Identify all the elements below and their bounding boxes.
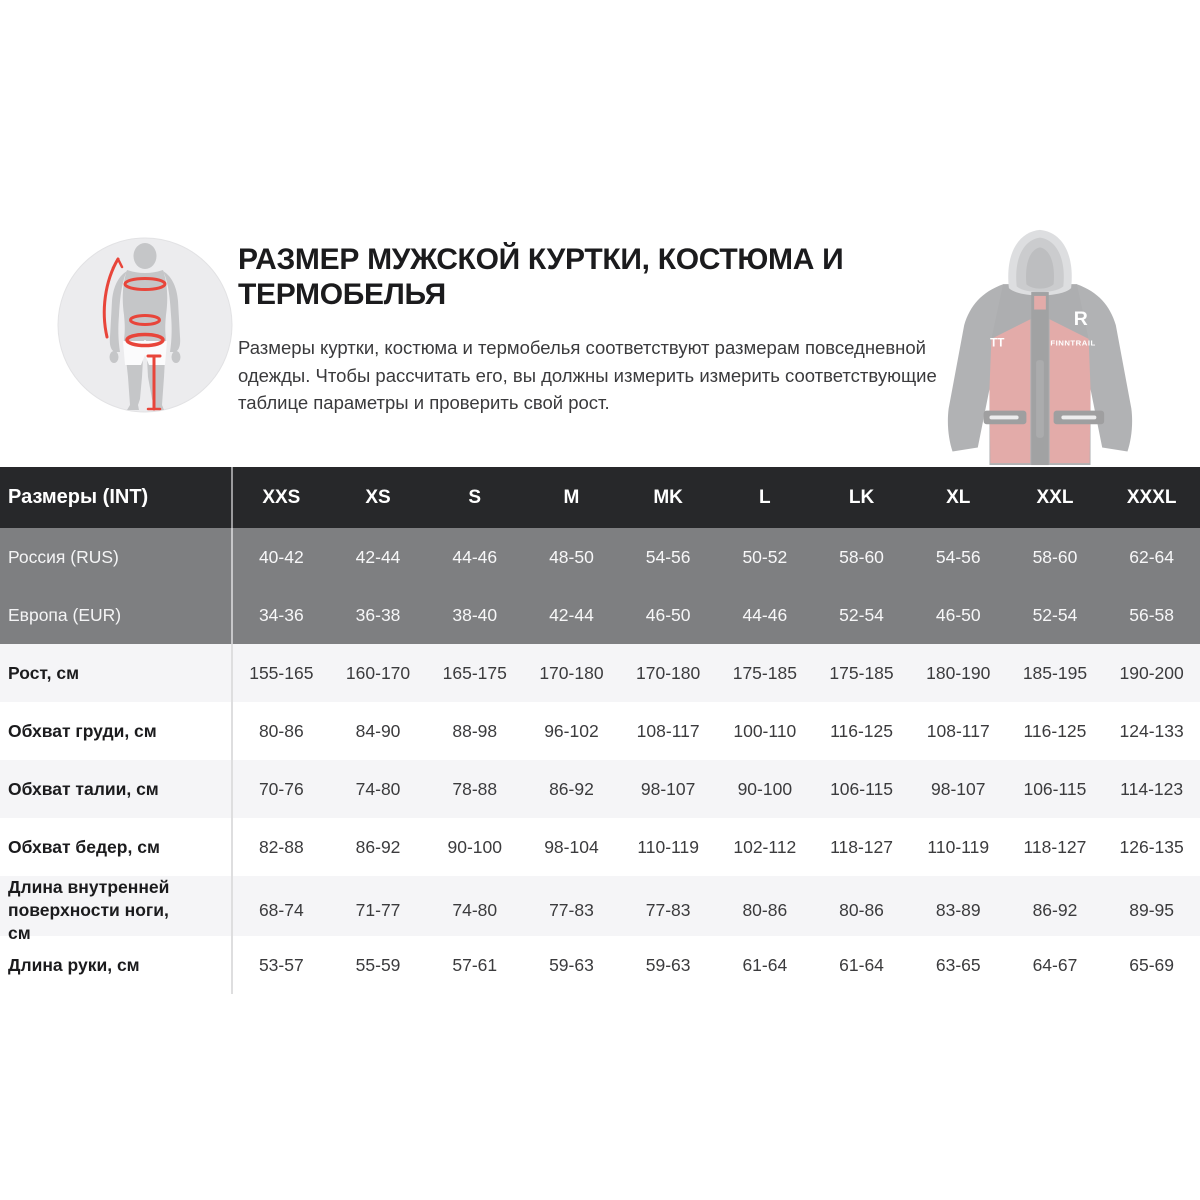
table-row (0, 644, 1200, 702)
row-label: Обхват талии, см (0, 760, 233, 818)
size-value-cell: 42-44 (549, 604, 594, 625)
size-guide-header (0, 0, 1200, 467)
jacket-logo-r: R (1073, 308, 1088, 331)
size-value-cell: 57-61 (452, 954, 498, 975)
size-value-cell: 58-60 (839, 546, 884, 567)
size-value-cell: 98-107 (640, 778, 696, 799)
size-value-cell: 90-100 (737, 778, 793, 799)
size-value-cell: 170-180 (636, 662, 701, 683)
row-label: Рост, см (0, 644, 233, 702)
size-value-cell: 175-185 (829, 662, 894, 683)
size-value-cell: 90-100 (447, 836, 502, 857)
table-row (0, 528, 1200, 586)
size-value-cell: 160-170 (345, 662, 411, 683)
size-value-cell: 61-64 (839, 954, 884, 975)
size-value-cell: 190-200 (1119, 662, 1184, 683)
size-column-header: XXL (1036, 486, 1074, 508)
size-column-header: XL (946, 486, 971, 508)
size-value-cell: 83-89 (935, 899, 981, 920)
size-value-cell: 68-74 (258, 899, 304, 920)
size-value-cell: 100-110 (733, 720, 797, 741)
row-label: Длина внутренней поверхности ноги, см (0, 876, 233, 944)
size-value-cell: 108-117 (926, 720, 990, 741)
size-value-cell: 52-54 (1032, 604, 1078, 625)
size-value-cell: 78-88 (452, 778, 498, 799)
size-value-cell: 108-117 (636, 720, 700, 741)
size-value-cell: 165-175 (442, 662, 507, 683)
size-column-header: MK (653, 486, 683, 508)
size-value-cell: 44-46 (742, 604, 788, 625)
size-value-cell: 54-56 (645, 546, 691, 567)
size-value-cell: 84-90 (355, 720, 401, 741)
row-label: Европа (EUR) (0, 586, 233, 644)
size-value-cell: 110-119 (927, 836, 990, 857)
page-title: РАЗМЕР МУЖСКОЙ КУРТКИ, КОСТЮМА И ТЕРМОБЕЛЬЯ (238, 243, 844, 312)
size-value-cell: 106-115 (1023, 778, 1087, 799)
size-value-cell: 65-69 (1129, 954, 1175, 975)
size-value-cell: 106-115 (830, 778, 893, 799)
size-value-cell: 86-92 (549, 778, 594, 799)
size-value-cell: 86-92 (1032, 899, 1078, 920)
size-value-cell: 118-127 (830, 836, 893, 857)
size-value-cell: 77-83 (549, 899, 594, 920)
size-value-cell: 71-77 (355, 899, 401, 920)
row-label: Обхват бедер, см (0, 818, 233, 876)
size-value-cell: 40-42 (258, 546, 304, 567)
size-value-cell: 89-95 (1129, 899, 1175, 920)
size-value-cell: 180-190 (926, 662, 991, 683)
size-value-cell: 56-58 (1129, 604, 1175, 625)
table-row (0, 936, 1200, 994)
size-value-cell: 74-80 (452, 899, 498, 920)
size-value-cell: 59-63 (549, 954, 594, 975)
size-value-cell: 110-119 (637, 836, 699, 857)
size-value-cell: 55-59 (355, 954, 401, 975)
size-value-cell: 126-135 (1119, 836, 1184, 857)
size-column-header: LK (848, 486, 875, 508)
size-value-cell: 116-125 (1023, 720, 1087, 741)
size-value-cell: 61-64 (742, 954, 788, 975)
size-value-cell: 46-50 (645, 604, 691, 625)
size-value-cell: 118-127 (1023, 836, 1087, 857)
table-row (0, 876, 1200, 943)
size-value-cell: 88-98 (452, 720, 498, 741)
row-label: Длина руки, см (0, 936, 233, 994)
size-value-cell: 59-63 (645, 954, 691, 975)
size-value-cell: 48-50 (549, 546, 594, 567)
size-value-cell: 62-64 (1129, 546, 1175, 567)
size-value-cell: 74-80 (355, 778, 401, 799)
size-column-header: M (563, 486, 580, 508)
size-column-header: XXXL (1126, 486, 1177, 508)
table-row (0, 586, 1200, 644)
size-value-cell: 124-133 (1119, 720, 1184, 741)
size-value-cell: 44-46 (452, 546, 498, 567)
size-value-cell: 102-112 (733, 836, 797, 857)
table-header-row (0, 467, 1200, 528)
size-value-cell: 34-36 (258, 604, 304, 625)
table-row (0, 818, 1200, 876)
size-value-cell: 116-125 (830, 720, 893, 741)
size-value-cell: 46-50 (935, 604, 981, 625)
size-value-cell: 82-88 (258, 836, 304, 857)
size-value-cell: 98-107 (930, 778, 986, 799)
size-value-cell: 80-86 (258, 720, 304, 741)
size-value-cell: 54-56 (935, 546, 981, 567)
size-value-cell: 50-52 (742, 546, 788, 567)
row-label: Россия (RUS) (0, 528, 233, 586)
size-value-cell: 70-76 (258, 778, 304, 799)
size-value-cell: 80-86 (839, 899, 884, 920)
size-value-cell: 170-180 (539, 662, 604, 683)
size-column-header: L (759, 486, 771, 508)
size-value-cell: 58-60 (1032, 546, 1078, 567)
page-description: Размеры куртки, костюма и термобелья соответствуют размерам повседневной одежды. Чтобы рассчитать его, вы должны измерить измерить соответствующие таблице параметры и проверить свой рост. (238, 337, 937, 413)
table-row (0, 760, 1200, 818)
size-value-cell: 175-185 (732, 662, 797, 683)
product-jacket-image (930, 224, 1150, 467)
size-value-cell: 185-195 (1022, 662, 1088, 683)
table-header-label: Размеры (INT) (0, 467, 233, 528)
body-measurements-icon (57, 237, 233, 413)
size-value-cell: 36-38 (355, 604, 401, 625)
size-value-cell: 96-102 (544, 720, 599, 741)
size-value-cell: 63-65 (935, 954, 981, 975)
size-value-cell: 155-165 (249, 662, 314, 683)
table-row (0, 702, 1200, 760)
size-value-cell: 77-83 (645, 899, 691, 920)
size-value-cell: 53-57 (258, 954, 304, 975)
size-value-cell: 52-54 (839, 604, 884, 625)
size-table (0, 467, 1200, 994)
size-column-header: XS (365, 486, 391, 508)
size-value-cell: 114-123 (1120, 778, 1184, 799)
size-value-cell: 64-67 (1032, 954, 1078, 975)
size-value-cell: 80-86 (742, 899, 788, 920)
size-column-header: XXS (262, 486, 301, 508)
size-column-header: S (468, 486, 482, 508)
row-label: Обхват груди, см (0, 702, 233, 760)
jacket-brand-text: FINNTRAIL (1050, 338, 1096, 348)
size-value-cell: 86-92 (355, 836, 401, 857)
jacket-logo-tt: TT (990, 336, 1005, 350)
size-value-cell: 42-44 (355, 546, 401, 567)
size-value-cell: 98-104 (544, 836, 599, 857)
size-value-cell: 38-40 (452, 604, 498, 625)
